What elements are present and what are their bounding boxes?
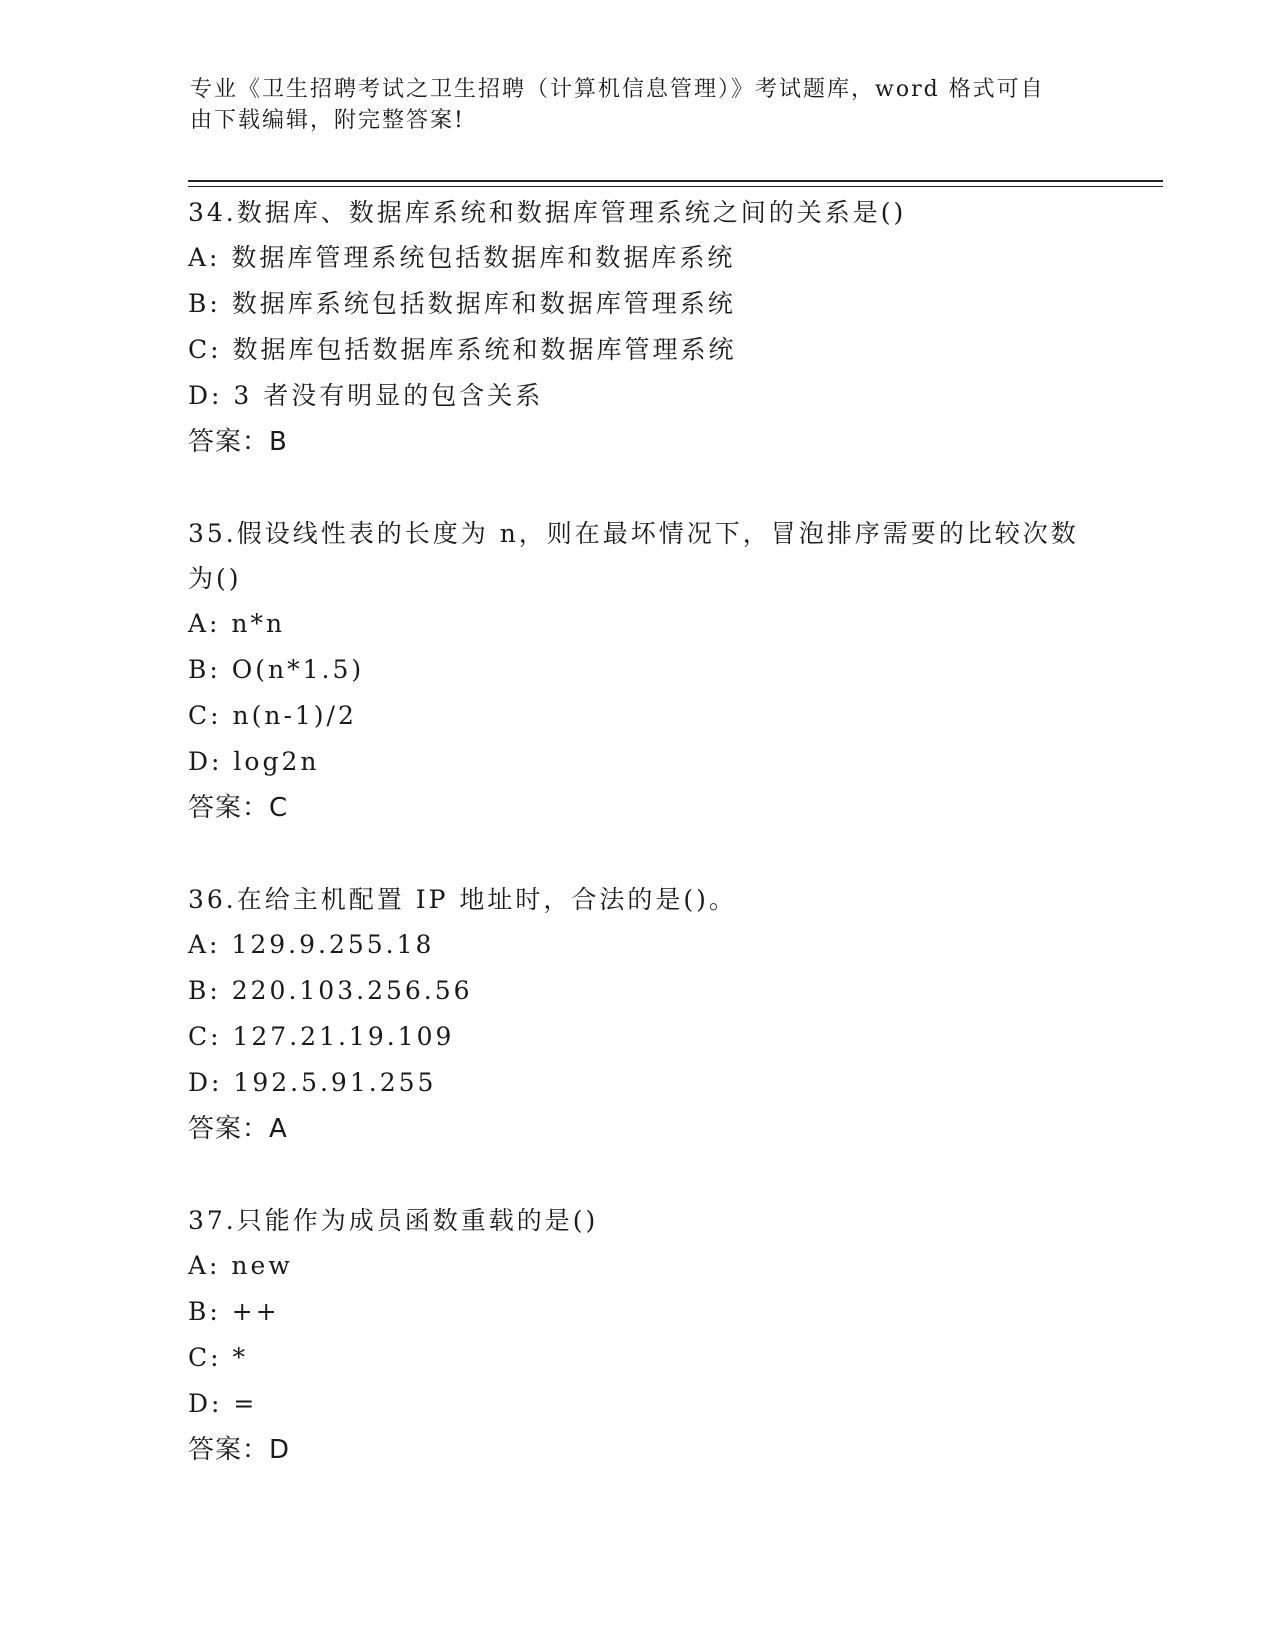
option-d: D: log2n	[188, 747, 320, 776]
question-text: 36.在给主机配置 IP 地址时，合法的是()。	[188, 885, 737, 914]
question-text: 34.数据库、数据库系统和数据库管理系统之间的关系是()	[188, 198, 907, 227]
option-b: B: 数据库系统包括数据库和数据库管理系统	[188, 289, 736, 318]
document-header	[190, 74, 1090, 136]
answer-label: 答案：A	[188, 1114, 288, 1144]
option-c: C: n(n-1)/2	[188, 701, 357, 730]
option-a: A: 129.9.255.18	[188, 930, 435, 959]
option-d: D: =	[188, 1389, 258, 1418]
question-37	[188, 1198, 1148, 1473]
header-line-2: 由下载编辑，附完整答案!	[190, 108, 465, 133]
option-a: A: new	[188, 1251, 293, 1280]
option-c: C: 数据库包括数据库系统和数据库管理系统	[188, 335, 737, 364]
question-35	[188, 511, 1148, 831]
option-b: B: ++	[188, 1297, 280, 1326]
question-36	[188, 877, 1148, 1152]
header-divider-thin	[188, 186, 1163, 187]
header-divider-thick	[188, 180, 1163, 182]
option-c: C: 127.21.19.109	[188, 1022, 455, 1051]
question-text: 37.只能作为成员函数重载的是()	[188, 1206, 599, 1235]
question-list	[188, 190, 1148, 1519]
question-text: 35.假设线性表的长度为 n，则在最坏情况下，冒泡排序需要的比较次数为()	[188, 519, 1079, 593]
option-c: C: *	[188, 1343, 248, 1372]
option-d: D: 3 者没有明显的包含关系	[188, 381, 544, 410]
option-a: A: n*n	[188, 609, 286, 638]
option-b: B: 220.103.256.56	[188, 976, 473, 1005]
option-d: D: 192.5.91.255	[188, 1068, 437, 1097]
option-a: A: 数据库管理系统包括数据库和数据库系统	[188, 243, 736, 272]
answer-label: 答案：D	[188, 1435, 291, 1465]
answer-label: 答案：C	[188, 793, 289, 823]
header-line-1: 专业《卫生招聘考试之卫生招聘（计算机信息管理）》考试题库，word 格式可自	[190, 77, 1045, 102]
option-b: B: O(n*1.5)	[188, 655, 365, 684]
answer-label: 答案：B	[188, 427, 288, 457]
question-34	[188, 190, 1148, 465]
